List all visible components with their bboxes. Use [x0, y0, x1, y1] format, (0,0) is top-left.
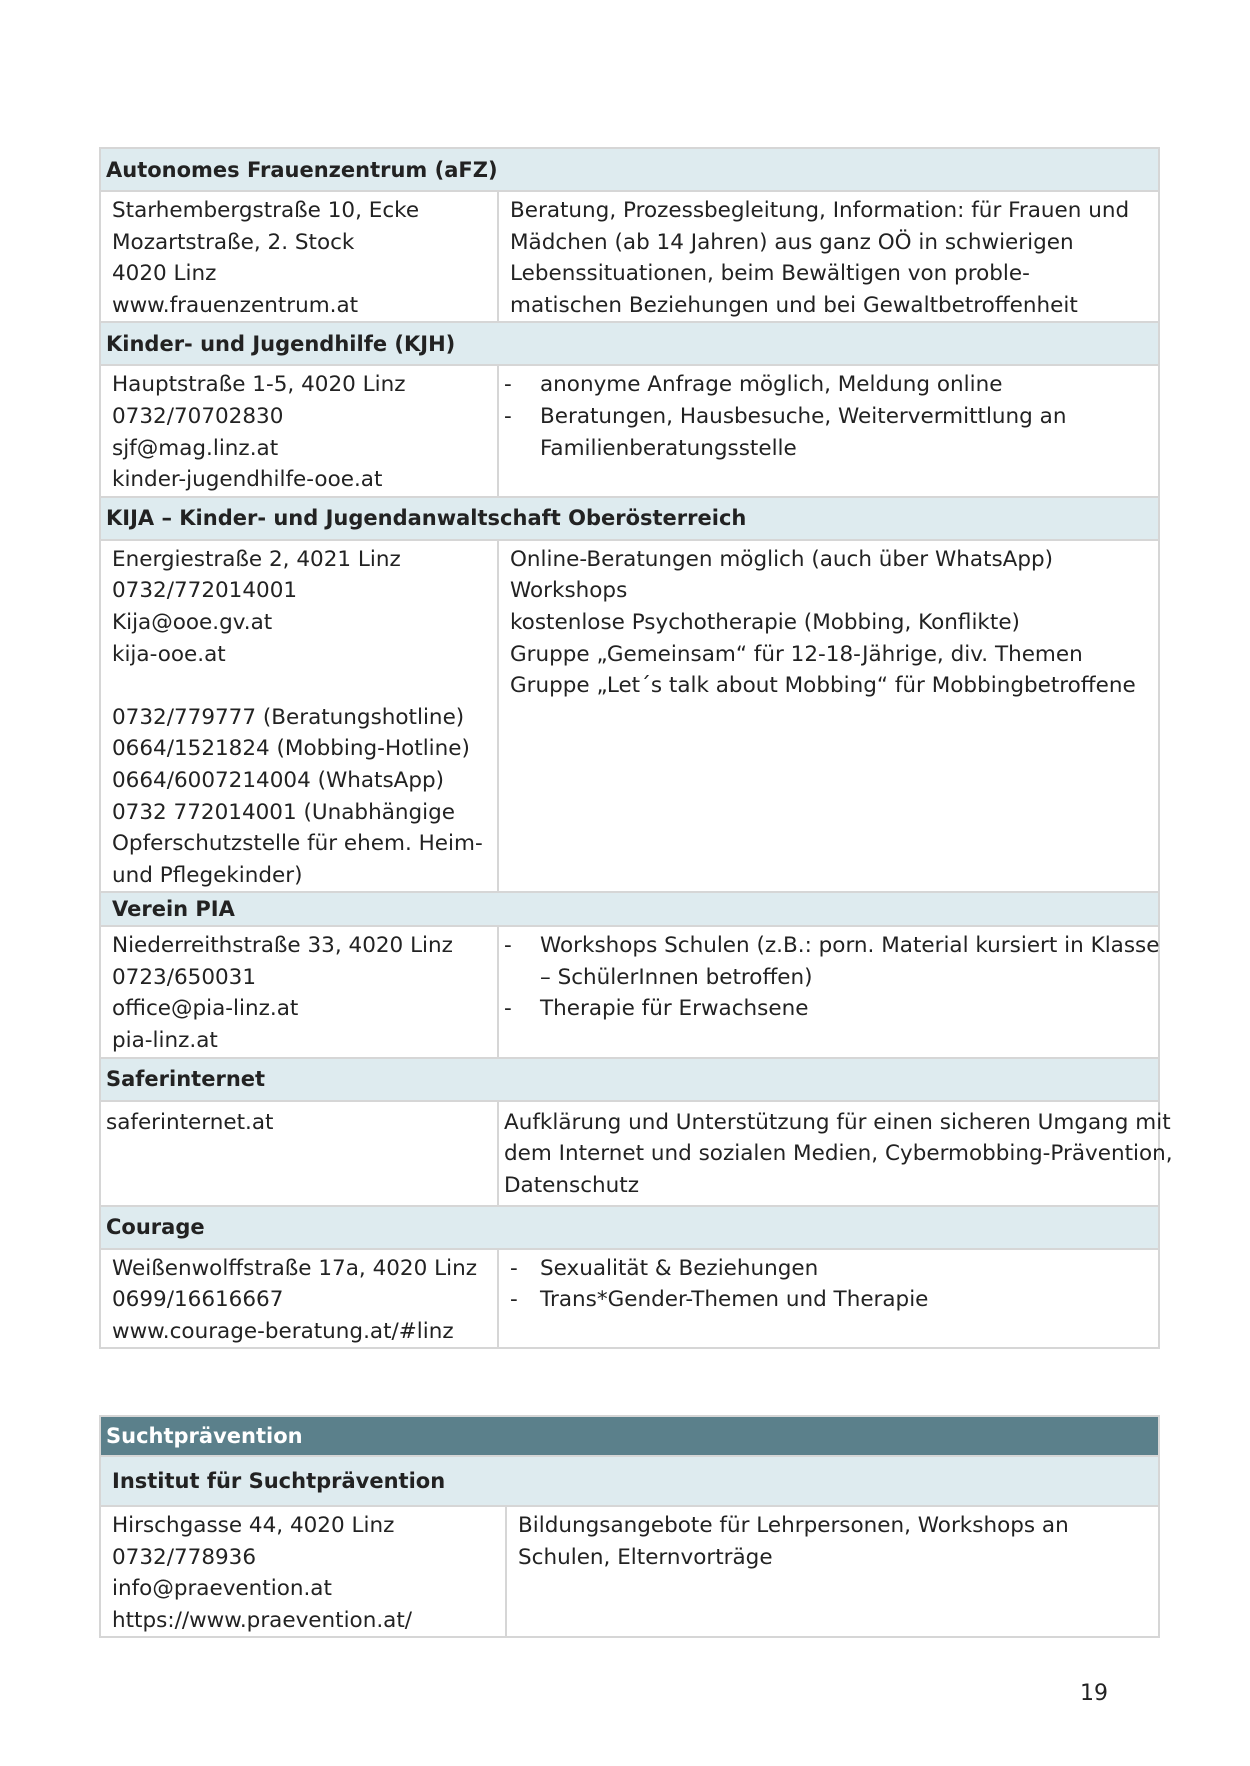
- isp-website: https://www.praevention.at/: [112, 1607, 413, 1633]
- afz-desc-line: Mädchen (ab 14 Jahren) aus ganz OÖ in schwierigen: [510, 229, 1074, 255]
- dash-marker: -: [510, 1255, 518, 1281]
- afz-desc-line: matischen Beziehungen und bei Gewaltbetroffenheit: [510, 292, 1078, 318]
- saferinternet-desc-line: Datenschutz: [504, 1172, 640, 1198]
- kija-desc-line: Online-Beratungen möglich (auch über WhatsApp): [510, 546, 1054, 572]
- pia-website: pia-linz.at: [112, 1028, 218, 1054]
- isp-address: Hirschgasse 44, 4020 Linz: [112, 1513, 395, 1538]
- isp-email: info@praevention.at: [112, 1576, 332, 1602]
- isp-description: [506, 1506, 1159, 1637]
- kjh-title: Kinder- und Jugendhilfe (KJH): [100, 322, 1159, 365]
- afz-address-1: Starhembergstraße 10, Ecke: [112, 198, 420, 223]
- bullet-text: Workshops Schulen (z.B.: porn. Material kursiert in Klasse: [540, 933, 1160, 959]
- bullet-text: – SchülerInnen betroffen): [540, 964, 813, 990]
- pia-phone: 0723/650031: [112, 964, 257, 990]
- afz-contact: [100, 191, 498, 322]
- kija-victim-line: 0732 772014001 (Unabhängige: [112, 799, 455, 825]
- addiction-section-row: [100, 1416, 1159, 1456]
- kija-victim-line: und Pflegekinder): [112, 862, 303, 888]
- courage-address: Weißenwolffstraße 17a, 4020 Linz: [112, 1255, 477, 1281]
- kija-desc-line: kostenlose Psychotherapie (Mobbing, Konflikte): [510, 609, 1020, 635]
- courage-header-row: [100, 1206, 1159, 1249]
- saferinternet-website: saferinternet.at: [106, 1109, 274, 1135]
- courage-description: [498, 1249, 1159, 1349]
- isp-desc-line: Bildungsangebote für Lehrpersonen, Workshops an: [518, 1513, 1069, 1538]
- kija-whatsapp: 0664/6007214004 (WhatsApp): [112, 767, 445, 793]
- isp-row: [100, 1506, 1159, 1637]
- bullet-item: [504, 993, 1152, 1025]
- saferinternet-header-row: [100, 1058, 1159, 1101]
- services-table: [99, 147, 1173, 1349]
- saferinternet-contact: [100, 1101, 498, 1206]
- pia-address: Niederreithstraße 33, 4020 Linz: [112, 933, 453, 959]
- addiction-prevention-table: [99, 1415, 1160, 1638]
- kija-mobbing-hotline: 0664/1521824 (Mobbing-Hotline): [112, 736, 470, 762]
- bullet-item: [510, 1253, 1152, 1285]
- pia-row: [100, 926, 1159, 1057]
- dash-marker: -: [504, 933, 512, 959]
- afz-title: Autonomes Frauenzentrum (aFZ): [100, 148, 1159, 191]
- saferinternet-row: [100, 1101, 1159, 1206]
- afz-desc-line: Beratung, Prozessbegleitung, Information: für Frauen und: [510, 198, 1130, 223]
- kija-title: KIJA – Kinder- und Jugendanwaltschaft Oberösterreich: [100, 497, 1159, 540]
- bullet-text: Trans*Gender-Themen und Therapie: [540, 1287, 929, 1313]
- dash-marker: -: [504, 372, 512, 398]
- dash-marker: -: [504, 996, 512, 1022]
- kija-description: [498, 540, 1159, 893]
- kija-victim-line: Opferschutzstelle für ehem. Heim-: [112, 831, 483, 857]
- isp-contact: [100, 1506, 506, 1637]
- saferinternet-title: Saferinternet: [100, 1058, 1159, 1101]
- kija-email: Kija@ooe.gv.at: [112, 609, 273, 635]
- bullet-text: Therapie für Erwachsene: [540, 996, 809, 1022]
- kjh-website: kinder-jugendhilfe-ooe.at: [112, 467, 383, 493]
- kjh-header-row: [100, 322, 1159, 365]
- afz-website: www.frauenzentrum.at: [112, 292, 359, 318]
- bullet-item: [504, 930, 1160, 993]
- kjh-phone: 0732/70702830: [112, 403, 284, 429]
- kija-desc-line: Gruppe „Let´s talk about Mobbing“ für Mobbingbetroffene: [510, 673, 1136, 699]
- isp-phone: 0732/778936: [112, 1544, 257, 1570]
- bullet-item: [504, 401, 1152, 464]
- courage-row: [100, 1249, 1159, 1349]
- kija-desc-line: Workshops: [510, 578, 628, 604]
- kija-header-row: [100, 497, 1159, 540]
- bullet-item: [504, 369, 1152, 401]
- dash-marker: -: [510, 1287, 518, 1313]
- kija-website: kija-ooe.at: [112, 641, 226, 667]
- addiction-section-title: Suchtprävention: [100, 1416, 1159, 1456]
- afz-row: [100, 191, 1159, 322]
- afz-desc-line: Lebenssituationen, beim Bewältigen von proble-: [510, 261, 1030, 287]
- dash-marker: -: [504, 403, 512, 429]
- saferinternet-desc-line: Aufklärung und Unterstützung für einen sicheren Umgang mit: [504, 1109, 1171, 1135]
- kjh-email: sjf@mag.linz.at: [112, 435, 279, 461]
- kija-contact: [100, 540, 498, 893]
- courage-contact: [100, 1249, 498, 1349]
- pia-header-row: [100, 892, 1159, 926]
- isp-header-row: [100, 1456, 1159, 1506]
- courage-title: Courage: [100, 1206, 1159, 1249]
- kija-address: Energiestraße 2, 4021 Linz: [112, 546, 401, 572]
- kija-hotline: 0732/779777 (Beratungshotline): [112, 704, 465, 730]
- bullet-text: anonyme Anfrage möglich, Meldung online: [540, 372, 1003, 398]
- courage-website: www.courage-beratung.at/#linz: [112, 1318, 454, 1344]
- kjh-contact: [100, 365, 498, 496]
- kija-row: [100, 540, 1159, 893]
- pia-title: Verein PIA: [100, 892, 1159, 926]
- kija-phone: 0732/772014001: [112, 578, 298, 604]
- afz-city: 4020 Linz: [112, 261, 217, 287]
- courage-phone: 0699/16616667: [112, 1287, 284, 1313]
- bullet-item: [510, 1284, 1152, 1316]
- page-number: 19: [1080, 1681, 1108, 1706]
- bullet-text: Sexualität & Beziehungen: [540, 1255, 819, 1281]
- saferinternet-description: [498, 1101, 1173, 1206]
- bullet-text: Familienberatungsstelle: [540, 435, 797, 461]
- pia-contact: [100, 926, 498, 1057]
- kjh-address: Hauptstraße 1-5, 4020 Linz: [112, 372, 406, 398]
- kija-desc-line: Gruppe „Gemeinsam“ für 12-18-Jährige, div. Themen: [510, 641, 1083, 667]
- saferinternet-desc-line: dem Internet und sozialen Medien, Cybermobbing-Prävention,: [504, 1141, 1173, 1167]
- pia-email: office@pia-linz.at: [112, 996, 299, 1022]
- kija-spacer: [112, 670, 491, 702]
- isp-desc-line: Schulen, Elternvorträge: [518, 1544, 773, 1570]
- isp-title: Institut für Suchtprävention: [100, 1456, 1159, 1506]
- afz-description: [498, 191, 1159, 322]
- kjh-row: [100, 365, 1159, 496]
- afz-header-row: [100, 148, 1159, 191]
- pia-description: [498, 926, 1159, 1057]
- afz-address-2: Mozartstraße, 2. Stock: [112, 229, 355, 255]
- kjh-description: [498, 365, 1159, 496]
- bullet-text: Beratungen, Hausbesuche, Weitervermittlung an: [540, 403, 1067, 429]
